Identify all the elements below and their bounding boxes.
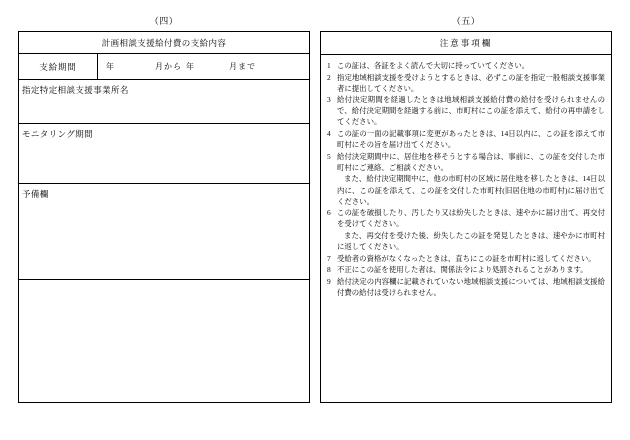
note-text: 給付決定の内容欄に記載されていない地域相談支援については、地域相談支援給付費の給付は受けられません。	[337, 276, 605, 297]
note-text: また、給付決定期間中に、他の市町村の区域に居住地を移したときは、14日以内に、この証を添えて、この証を交付した市町村(旧居住地の市町村)に届け出てください。	[337, 174, 605, 206]
payment-period-value[interactable]	[98, 54, 309, 79]
note-text: この証は、各証をよく読んで大切に持っていてください。	[337, 61, 530, 70]
note-item	[327, 128, 605, 150]
note-item	[327, 72, 605, 94]
period-month-to: 月まで	[229, 62, 256, 71]
note-number	[327, 230, 337, 252]
note-item	[327, 60, 605, 71]
payment-period-label: 支給期間	[19, 54, 98, 79]
office-name-label: 指定特定相談支援事業所名	[22, 85, 129, 95]
note-item	[327, 264, 605, 275]
note-text: この証を破損したり、汚したり又は紛失したときは、速やかに届け出て、再交付を受けてください。	[337, 208, 605, 229]
note-text: この証の一面の記載事項に変更があったときは、14日以内に、この証を添えて市町村にその旨を届け出てください。	[337, 129, 605, 150]
note-item-continuation	[327, 230, 605, 252]
note-number: 5	[327, 151, 331, 161]
note-number: 6	[327, 208, 331, 218]
support-payment-table	[18, 31, 310, 403]
note-number	[327, 173, 337, 206]
notes-body	[321, 55, 611, 402]
support-payment-title: 計画相談支援給付費の支給内容	[19, 32, 309, 54]
note-text: また、再交付を受けた後、紛失したこの証を発見したときは、速やかに市町村に返してください。	[337, 230, 605, 251]
monitoring-period-label: モニタリング期間	[22, 129, 94, 139]
blank-row[interactable]	[19, 280, 309, 402]
note-number: 7	[327, 253, 331, 263]
notes-table	[320, 31, 612, 403]
note-number: 9	[327, 276, 331, 286]
notes-title: 注意事項欄	[321, 32, 611, 55]
note-text: 受給者の資格がなくなったときは、直ちにこの証を市町村に返してください。	[337, 253, 596, 263]
monitoring-period-row[interactable]	[19, 124, 309, 184]
note-item	[327, 94, 605, 127]
note-item-continuation	[327, 173, 605, 206]
note-number: 4	[327, 129, 331, 139]
note-number: 2	[327, 72, 331, 82]
note-item	[327, 207, 605, 229]
note-item	[327, 151, 605, 173]
period-year-from: 年	[106, 62, 115, 71]
payment-period-row	[19, 54, 309, 80]
note-text: 不正にこの証を使用した者は、関係法令により処罰されることがあります。	[337, 265, 588, 275]
note-number: 8	[327, 265, 331, 275]
column-five	[320, 14, 612, 403]
note-text: 給付決定期間を経過したときは地域相談支援給付費の給付を受けられませんので、給付決定期間を経過する前に、市町村にこの証を添えて、給付の再申請をしてください。	[337, 95, 605, 127]
note-text: 指定地域相談支援を受けようとするときは、必ずこの証を指定一般相談支援事業者に提出してください。	[337, 72, 605, 93]
note-number: 1	[327, 61, 331, 70]
office-name-row[interactable]	[19, 80, 309, 124]
period-month-from: 月から	[155, 62, 182, 71]
note-text: 給付決定期間中に、居住地を移そうとする場合は、事前に、この証を交付した市町村にご連絡、ご相談ください。	[337, 151, 605, 172]
period-year-to: 年	[186, 62, 195, 71]
note-item	[327, 253, 605, 264]
column-four	[18, 14, 310, 403]
remarks-row[interactable]	[19, 184, 309, 280]
column-four-heading: （四）	[149, 16, 179, 26]
note-number: 3	[327, 95, 331, 105]
remarks-label: 予備欄	[22, 189, 49, 199]
note-item	[327, 276, 605, 298]
column-five-heading: （五）	[451, 16, 481, 26]
